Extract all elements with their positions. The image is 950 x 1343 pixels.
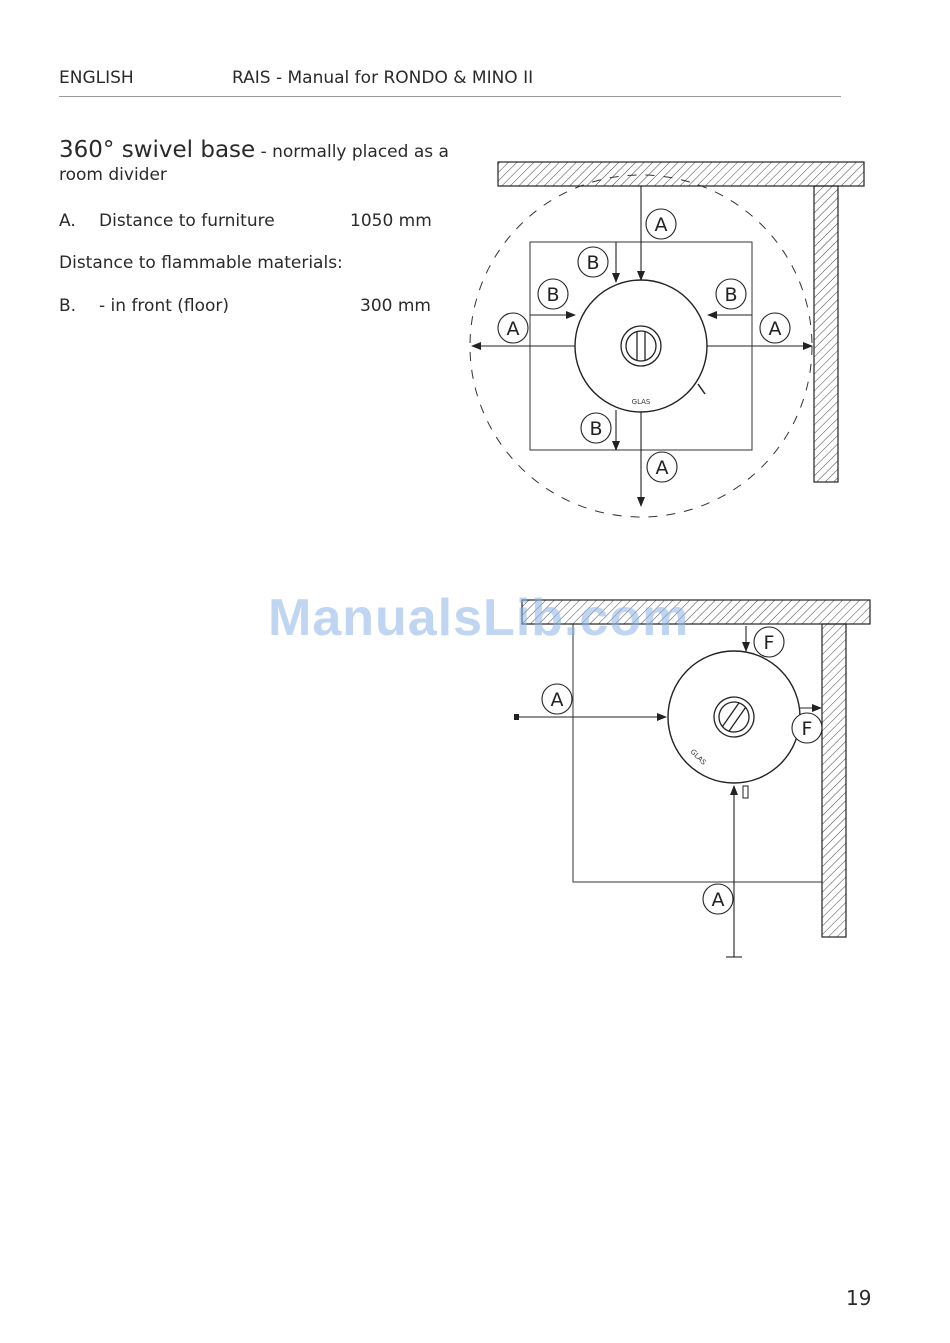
callout-a [703,884,733,914]
svg-text:B: B [724,284,738,306]
callout-a [542,684,572,714]
callout-a [647,452,677,482]
row-label-furniture: Distance to furniture [99,211,275,231]
page-number: 19 [846,1286,872,1310]
callout-f [792,713,822,743]
header-title: RAIS - Manual for RONDO & MINO II [232,68,534,88]
callout-a [646,209,676,239]
svg-text:A: A [711,889,725,911]
diagram-corner-placement [514,600,870,957]
callout-b [538,279,568,309]
flammable-heading: Distance to flammable materials: [59,253,343,273]
svg-text:A: A [655,457,669,479]
callout-a [498,313,528,343]
stove-handle [698,384,705,394]
brand-label: GLAS [631,398,651,406]
section-title-rest: - normally placed as a room divider [59,142,449,185]
row-label-floor: - in front (floor) [99,296,230,316]
svg-text:B: B [546,284,560,306]
callout-b [578,247,608,277]
svg-text:B: B [589,418,603,440]
row-letter-a: A. [59,211,76,231]
svg-text:A: A [506,318,520,340]
callout-f [754,627,784,657]
svg-text:A: A [768,318,782,340]
wall-right [814,186,838,482]
svg-text:A: A [550,689,564,711]
callout-b [716,279,746,309]
callout-b [581,413,611,443]
header-language: ENGLISH [59,68,134,88]
wall-top [498,162,864,186]
callout-a [760,313,790,343]
svg-text:A: A [654,214,668,236]
svg-text:F: F [801,718,813,740]
wall-right [822,624,846,937]
svg-text:B: B [586,252,600,274]
section-title-main: 360° swivel base [59,137,256,163]
watermark: ManualsLib.com [268,589,690,647]
diagram-swivel-base [470,162,864,517]
arrow-a-left-end [514,714,519,720]
row-letter-b: B. [59,296,77,316]
stove-top-view [668,651,800,783]
stove-top-view [575,280,707,412]
svg-text:F: F [763,632,775,654]
row-value-furniture: 1050 mm [350,211,432,231]
row-value-floor: 300 mm [360,296,431,316]
brand-label: GLAS [688,747,708,767]
stove-handle [743,786,748,798]
